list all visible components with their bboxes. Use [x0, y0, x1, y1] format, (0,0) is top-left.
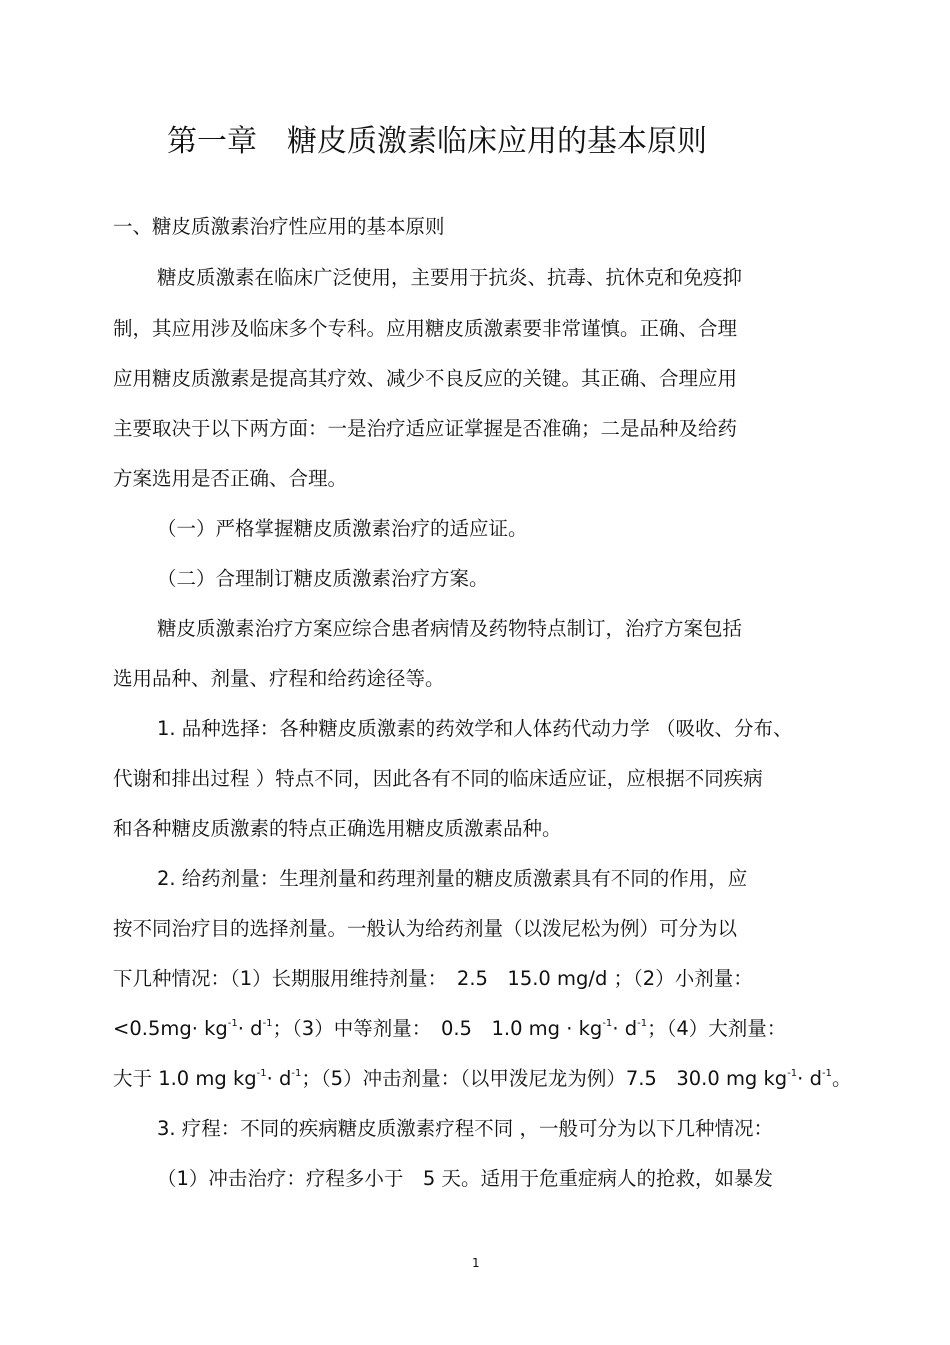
list-item-line: （1）冲击治疗：疗程多小于 5 天。适用于危重症病人的抢救，如暴发 [157, 1167, 774, 1190]
superscript: -1 [291, 1068, 302, 1079]
list-item-line: 2. 给药剂量：生理剂量和药理剂量的糖皮质激素具有不同的作用，应 [157, 867, 748, 890]
dosage-text: <0.5mg· kg [113, 1017, 228, 1040]
list-item-line: 下几种情况：（1）长期服用维持剂量： 2.5 15.0 mg/d ；（2）小剂量： [113, 967, 753, 990]
subsection-line: （二）合理制订糖皮质激素治疗方案。 [157, 567, 489, 590]
dosage-text: ；（3）中等剂量： 0.5 1.0 mg · kg [272, 1017, 603, 1040]
paragraph-line: 糖皮质激素在临床广泛使用，主要用于抗炎、抗毒、抗休克和免疫抑 [157, 266, 743, 289]
dosage-text: ；（4）大剂量： [647, 1017, 787, 1040]
dosage-text: · d [237, 1017, 263, 1040]
paragraph-line: 主要取决于以下两方面：一是治疗适应证掌握是否准确；二是品种及给药 [113, 417, 738, 440]
paragraph-line: 制，其应用涉及临床多个专科。应用糖皮质激素要非常谨慎。正确、合理 [113, 317, 738, 340]
superscript: -1 [262, 1018, 273, 1029]
paragraph-line: 糖皮质激素治疗方案应综合患者病情及药物特点制订，治疗方案包括 [157, 617, 743, 640]
superscript: -1 [256, 1068, 267, 1079]
paragraph-line: 应用糖皮质激素是提高其疗效、减少不良反应的关键。其正确、合理应用 [113, 367, 738, 390]
dosage-text: 大于 1.0 mg kg [113, 1067, 257, 1090]
superscript: -1 [821, 1068, 832, 1079]
superscript: -1 [227, 1018, 238, 1029]
section-heading: 一、糖皮质激素治疗性应用的基本原则 [113, 215, 445, 238]
list-item-line: 和各种糖皮质激素的特点正确选用糖皮质激素品种。 [113, 817, 562, 840]
dosage-text: 。 [831, 1067, 852, 1090]
paragraph-line: 方案选用是否正确、合理。 [113, 467, 348, 490]
list-item-line: 代谢和排出过程 ）特点不同，因此各有不同的临床适应证，应根据不同疾病 [113, 767, 763, 790]
dosage-text: · d [612, 1017, 638, 1040]
paragraph-line: 选用品种、剂量、疗程和给药途径等。 [113, 667, 445, 690]
dosage-text: ；（5）冲击剂量：（以甲泼尼龙为例）7.5 30.0 mg kg [301, 1067, 788, 1090]
page-number: 1 [472, 1256, 480, 1270]
chapter-title: 第一章 糖皮质激素临床应用的基本原则 [167, 124, 707, 159]
superscript: -1 [637, 1018, 648, 1029]
dosage-text: · d [797, 1067, 822, 1090]
list-item-line: 3. 疗程：不同的疾病糖皮质激素疗程不同 ，一般可分为以下几种情况： [157, 1117, 774, 1140]
superscript: -1 [787, 1068, 798, 1079]
dosage-line [113, 1066, 851, 1092]
dosage-line [113, 1016, 786, 1042]
list-item-line: 按不同治疗目的选择剂量。一般认为给药剂量（以泼尼松为例）可分为以 [113, 917, 738, 940]
list-item-line: 1. 品种选择：各种糖皮质激素的药效学和人体药代动力学 （吸收、分布、 [157, 717, 793, 740]
superscript: -1 [602, 1018, 613, 1029]
subsection-line: （一）严格掌握糖皮质激素治疗的适应证。 [157, 517, 528, 540]
dosage-text: · d [266, 1067, 292, 1090]
